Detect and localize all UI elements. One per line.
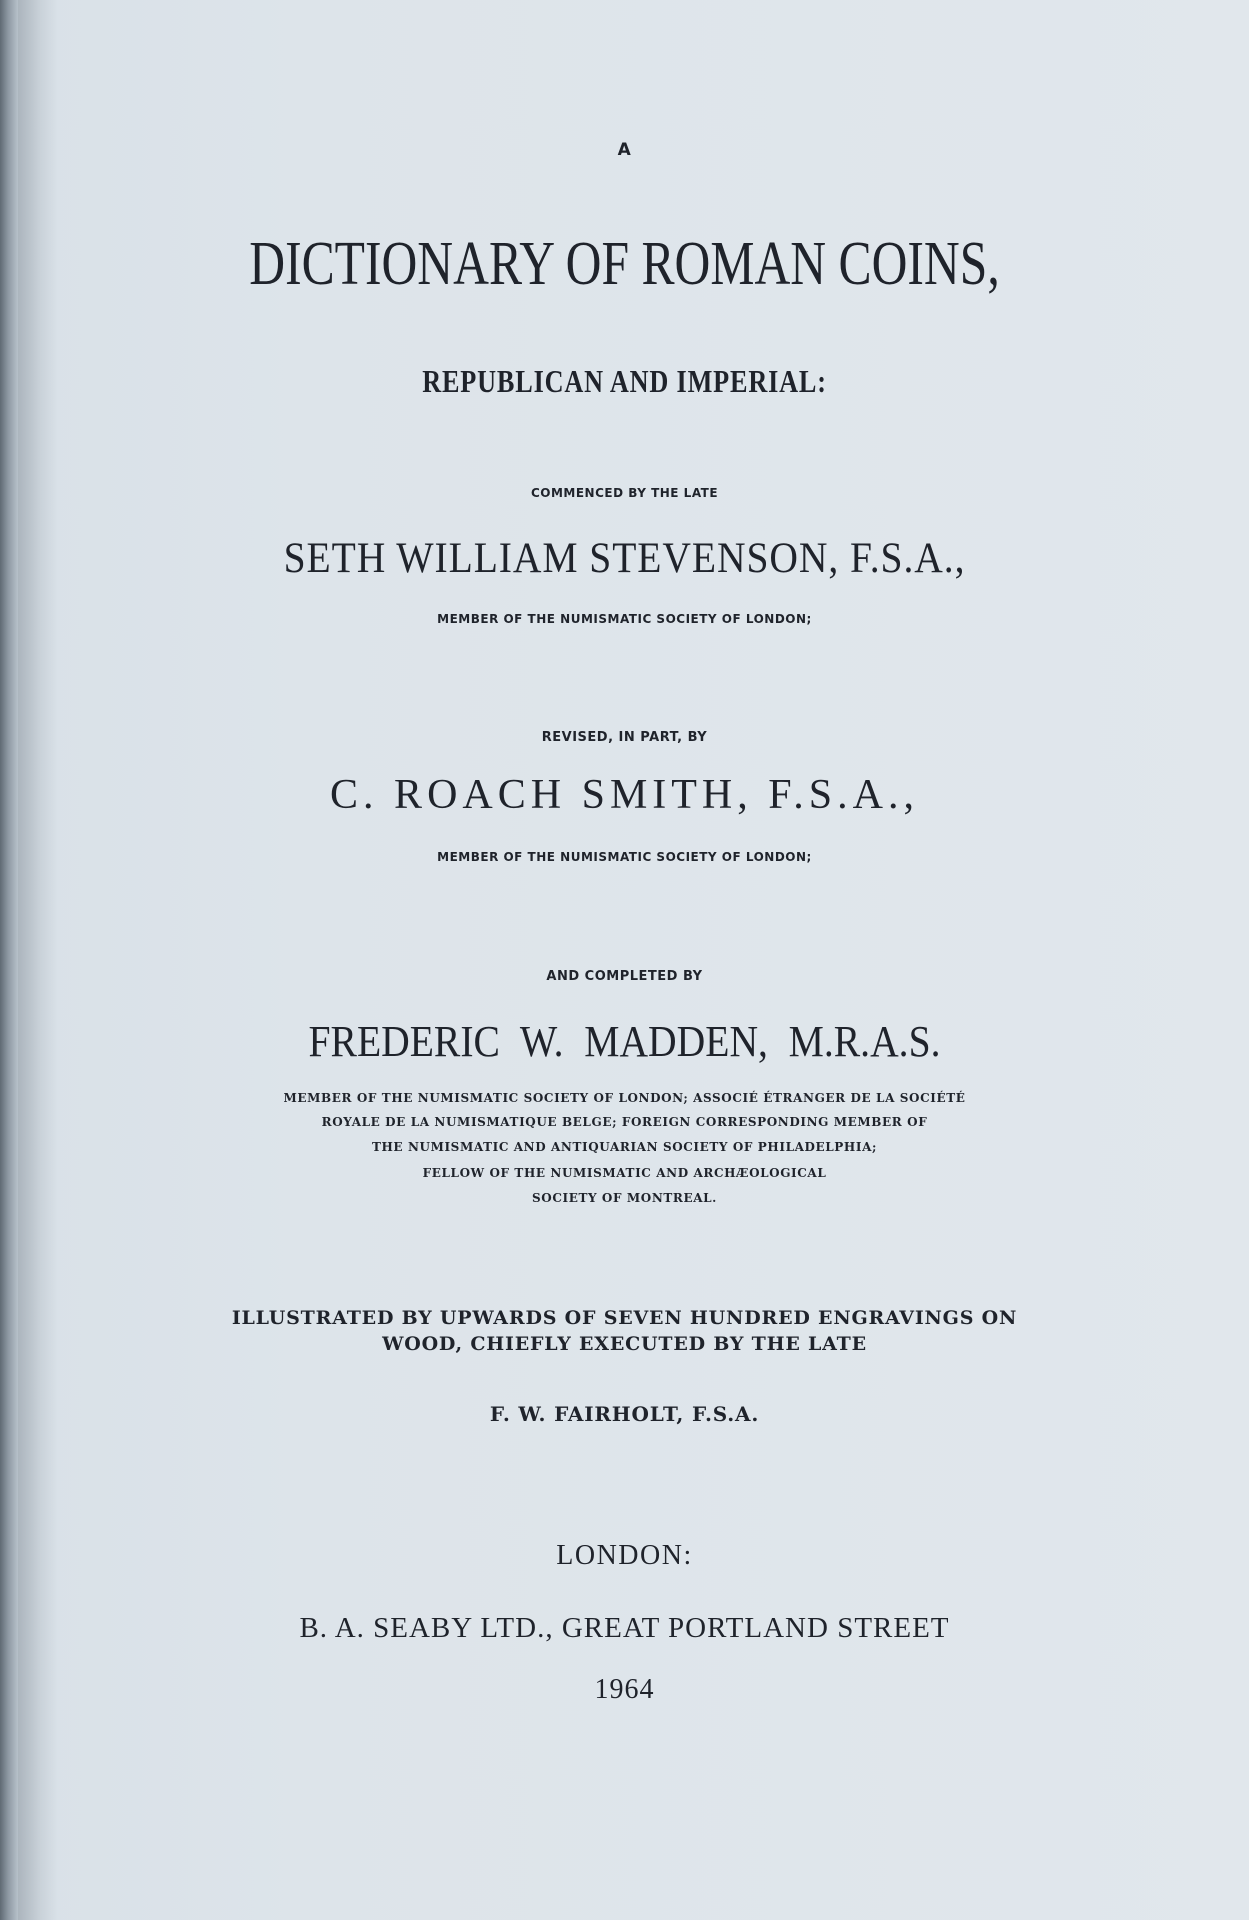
- title-article: A: [617, 140, 632, 160]
- completed-by-text: AND COMPLETED BY: [546, 969, 703, 984]
- author3-affiliation-line: MEMBER OF THE NUMISMATIC SOCIETY OF LONDON; ASSOCIÉ ÉTRANGER DE LA SOCIÉTÉ: [283, 1091, 966, 1105]
- author3-affiliation-line: THE NUMISMATIC AND ANTIQUARIAN SOCIETY OF PHILADELPHIA;: [371, 1140, 878, 1154]
- illustrator-name: F. W. FAIRHOLT, F.S.A.: [489, 1402, 760, 1426]
- illustration-line: WOOD, CHIEFLY EXECUTED BY THE LATE: [382, 1333, 867, 1355]
- author3-affiliation-line: ROYALE DE LA NUMISMATIQUE BELGE; FOREIGN CORRESPONDING MEMBER OF: [321, 1115, 928, 1129]
- author2-affiliation: MEMBER OF THE NUMISMATIC SOCIETY OF LONDON;: [437, 850, 812, 864]
- publication-year: 1964: [594, 1674, 655, 1705]
- commenced-by-text: COMMENCED BY THE LATE: [530, 486, 719, 500]
- publisher-line: B. A. SEABY LTD., GREAT PORTLAND STREET: [299, 1612, 950, 1644]
- author1-affiliation: MEMBER OF THE NUMISMATIC SOCIETY OF LONDON;: [437, 612, 812, 626]
- book-subtitle: REPUBLICAN AND IMPERIAL:: [422, 363, 827, 399]
- publication-place: LONDON:: [556, 1540, 693, 1571]
- revised-by-text: REVISED, IN PART, BY: [541, 730, 708, 745]
- illustration-line: ILLUSTRATED BY UPWARDS OF SEVEN HUNDRED ENGRAVINGS ON: [231, 1307, 1018, 1329]
- author1-name: SETH WILLIAM STEVENSON, F.S.A.,: [283, 535, 966, 582]
- author3-affiliation-line: SOCIETY OF MONTREAL.: [532, 1191, 717, 1205]
- author3-name: FREDERIC W. MADDEN, M.R.A.S.: [308, 1017, 941, 1066]
- author3-affiliation-line: FELLOW OF THE NUMISMATIC AND ARCHÆOLOGICAL: [422, 1166, 827, 1180]
- author2-name: C. ROACH SMITH, F.S.A.,: [330, 772, 919, 818]
- book-title: DICTIONARY OF ROMAN COINS,: [249, 230, 1000, 298]
